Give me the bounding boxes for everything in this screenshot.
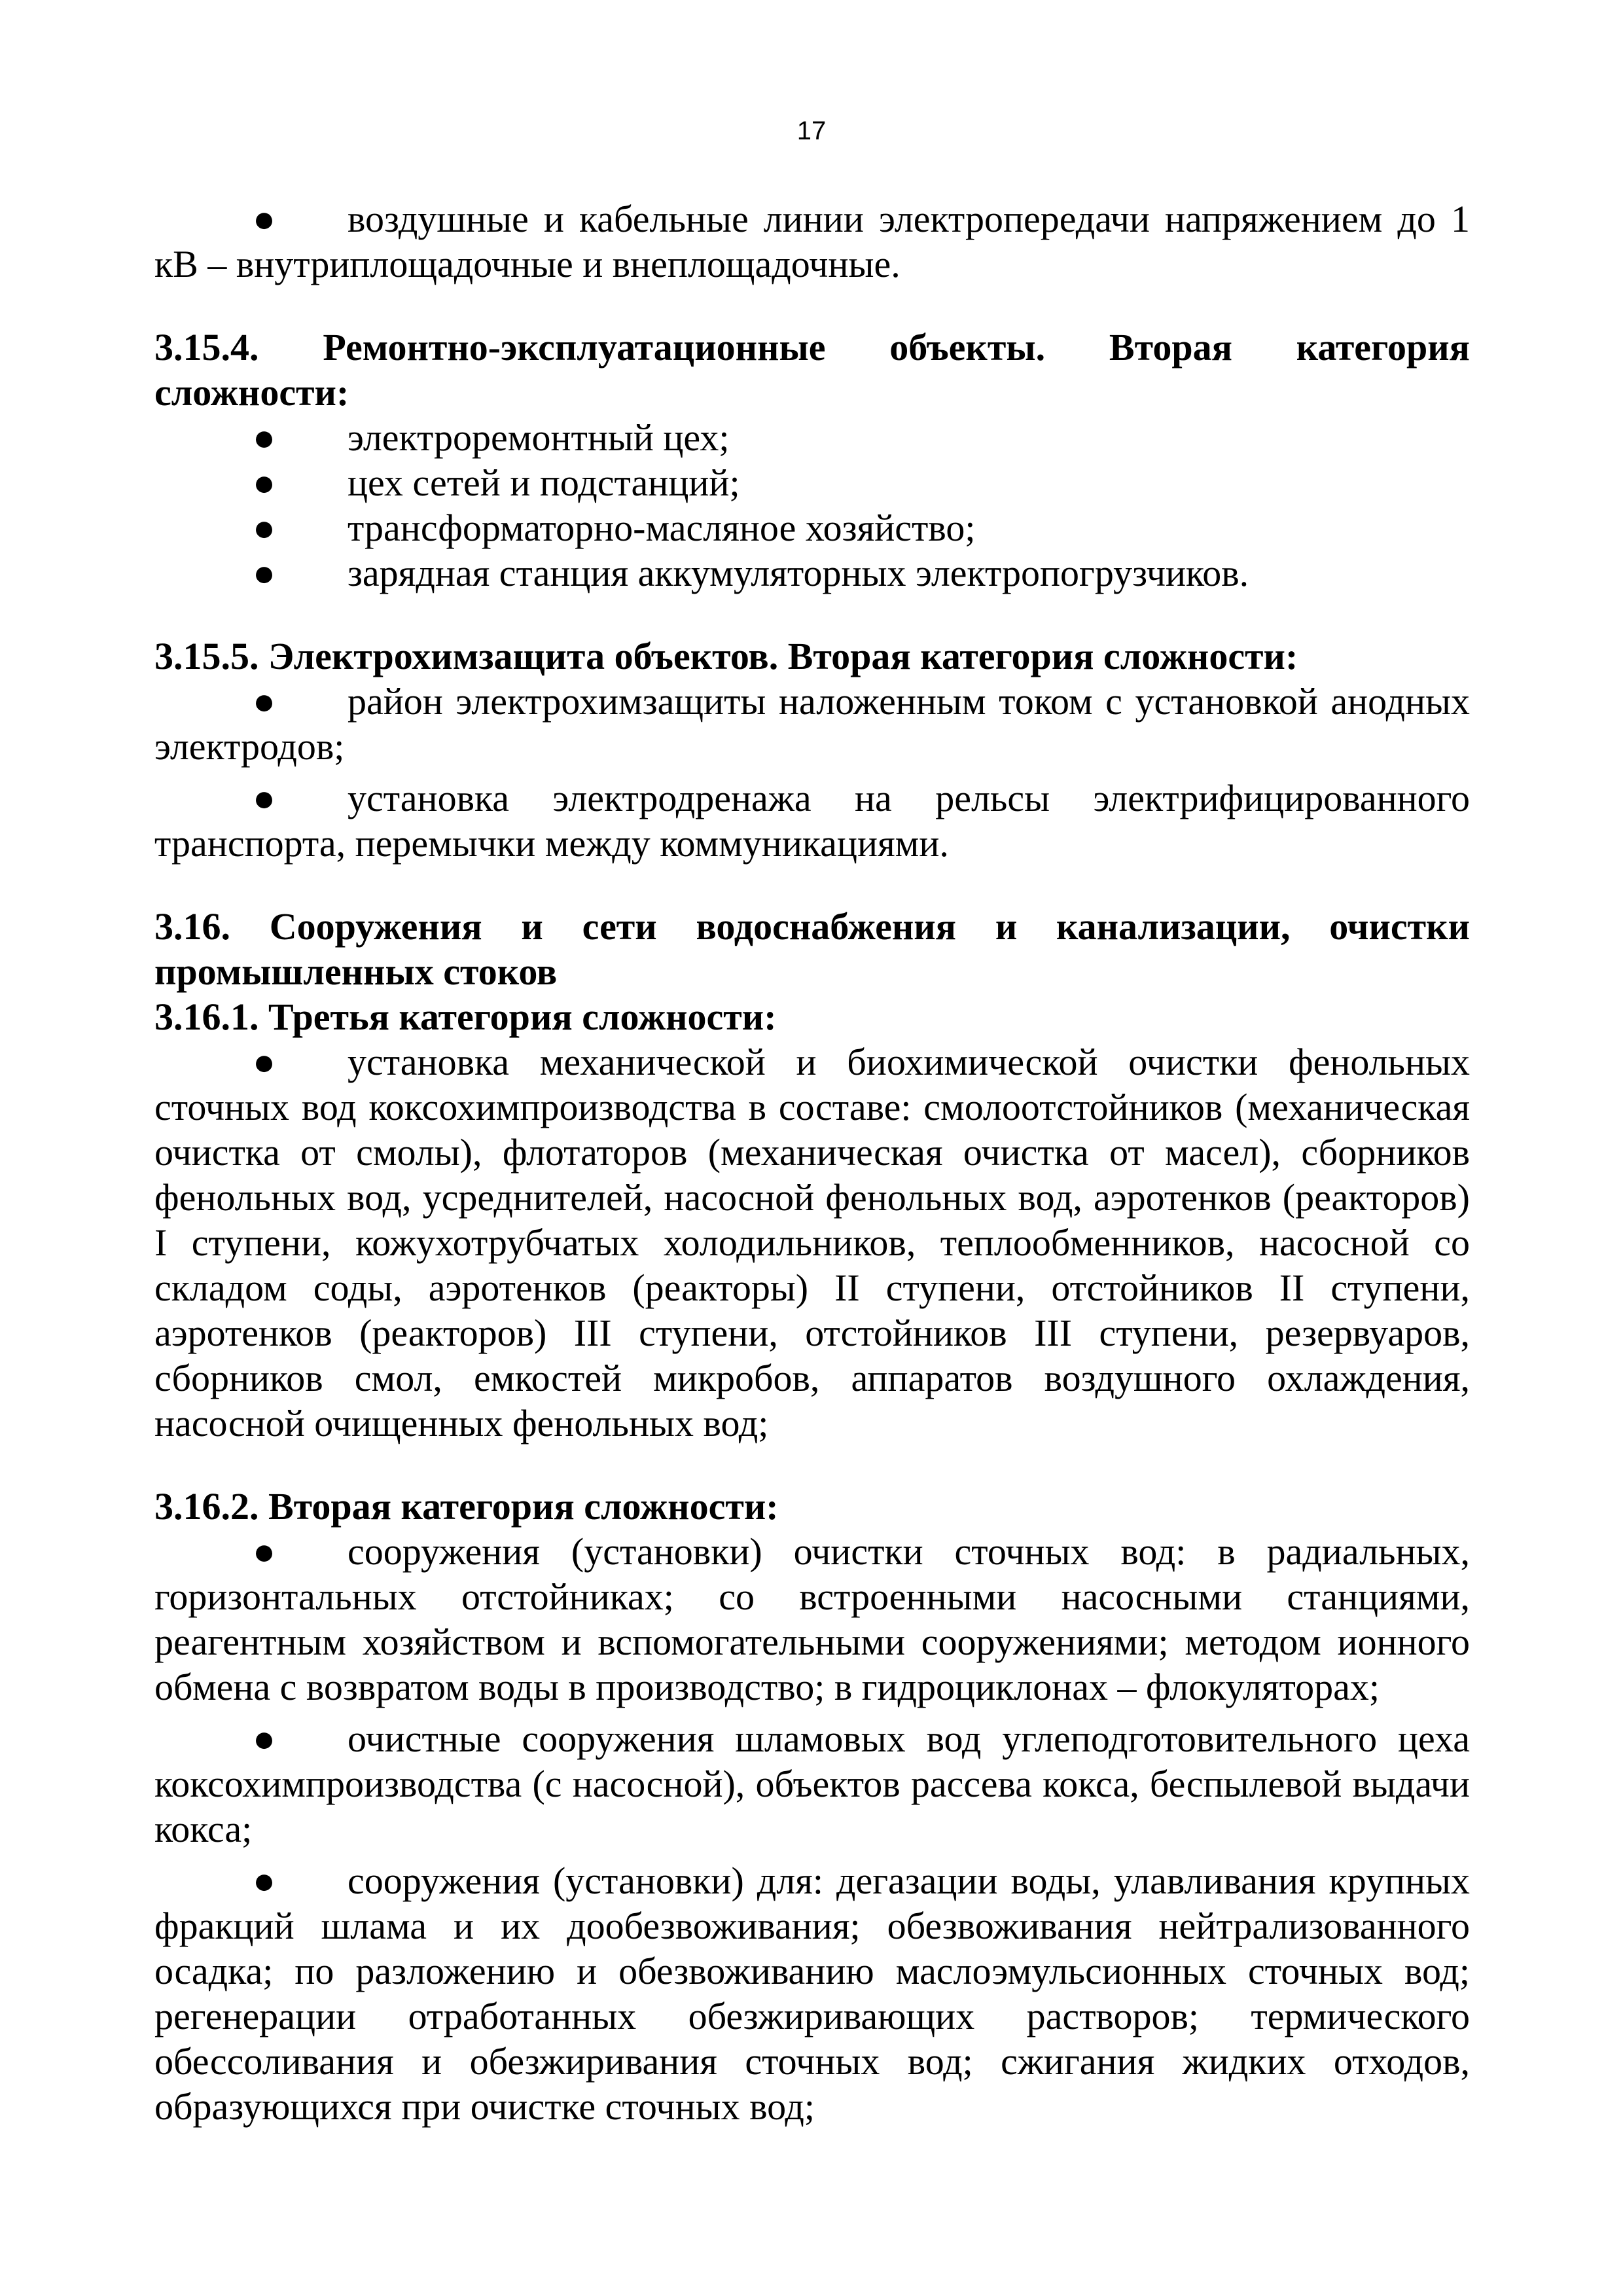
list-item: [154, 1858, 1470, 2129]
list-item-text: зарядная станция аккумуляторных электропогрузчиков.: [348, 552, 1249, 594]
list-item-text: очистные сооружения шламовых вод углеподготовительного цеха коксохимпроизводства (с насосной), объектов рассева кокса, беспылевой выдачи кокса;: [154, 1717, 1470, 1850]
bullet-icon: ●: [253, 680, 276, 723]
bullet-icon: ●: [253, 777, 276, 819]
section-heading-3-15-5: 3.15.5. Электрохимзащита объектов. Вторая категория сложности:: [154, 635, 1298, 677]
section-heading-3-16-1: 3.16.1. Третья категория сложности:: [154, 996, 777, 1038]
list-item-text: трансформаторно-масляное хозяйство;: [348, 507, 976, 549]
section-heading-3-15-4: 3.15.4. Ремонтно-эксплуатационные объекты. Вторая категория: [154, 326, 1470, 368]
list-item: [154, 776, 1470, 866]
list-item-text: район электрохимзащиты наложенным током с установкой анодных электродов;: [154, 680, 1470, 768]
list-item: [154, 415, 1470, 460]
list-item-text: электроремонтный цех;: [348, 416, 730, 459]
list-item-text: цех сетей и подстанций;: [348, 461, 740, 504]
section-heading-3-16-cont: промышленных стоков: [154, 950, 558, 993]
section-heading-3-16-2: 3.16.2. Вторая категория сложности:: [154, 1485, 779, 1528]
bullet-icon: ●: [253, 461, 276, 504]
page-content: [154, 196, 1470, 2129]
bullet-icon: ●: [253, 507, 276, 549]
list-item: [154, 550, 1470, 596]
bullet-icon: ●: [253, 552, 276, 594]
section-heading-3-16: 3.16. Сооружения и сети водоснабжения и канализации, очистки: [154, 905, 1470, 948]
bullet-icon: ●: [253, 1717, 276, 1760]
list-item-text: установка механической и биохимической очистки фенольных сточных вод коксохимпроизводства в составе: смолоотстойников (механическая очистка от смолы), флотаторов (механическая очистка от масел), сборников фенольных вод, усреднителей, насосной фенольных вод, аэротенков (реакторов) I ступени, кожухотрубчатых холодильников, теплообменников, насосной со складом соды, аэротенков (реакторы) II ступени, отстойников II ступени, аэротенков (реакторов) III ступени, отстойников III ступени, резервуаров, сборников смол, емкостей микробов, аппаратов воздушного охлаждения, насосной очищенных фенольных вод;: [154, 1041, 1470, 1444]
bullet-icon: ●: [253, 1859, 276, 1902]
list-item-text: сооружения (установки) для: дегазации воды, улавливания крупных фракций шлама и их дообезвоживания; обезвоживания нейтрализованного осадка; по разложению и обезвоживанию маслоэмульсионных сточных вод; регенерации отработанных обезжиривающих растворов; термического обессоливания и обезжиривания сточных вод; сжигания жидких отходов, образующихся при очистке сточных вод;: [154, 1859, 1470, 2128]
list-item: [154, 1716, 1470, 1852]
page-number: 17: [796, 117, 827, 145]
list-item: [154, 1039, 1470, 1446]
list-item-text: воздушные и кабельные линии электропередачи напряжением до 1 кВ – внутриплощадочные и внеплощадочные.: [154, 198, 1470, 285]
list-item-text: сооружения (установки) очистки сточных вод: в радиальных, горизонтальных отстойниках; со встроенными насосными станциями, реагентным хозяйством и вспомогательными сооружениями; методом ионного обмена с возвратом воды в производство; в гидроциклонах – флокуляторах;: [154, 1530, 1470, 1708]
bullet-icon: ●: [253, 1530, 276, 1573]
list-item: [154, 460, 1470, 505]
bullet-icon: ●: [253, 198, 276, 240]
bullet-icon: ●: [253, 1041, 276, 1083]
list-item-text: установка электродренажа на рельсы электрифицированного транспорта, перемычки между коммуникациями.: [154, 777, 1470, 865]
list-item: [154, 679, 1470, 769]
section-heading-3-15-4-cont: сложности:: [154, 371, 349, 414]
list-item: [154, 1529, 1470, 1710]
bullet-icon: ●: [253, 416, 276, 459]
list-item: [154, 196, 1470, 287]
list-item: [154, 505, 1470, 550]
